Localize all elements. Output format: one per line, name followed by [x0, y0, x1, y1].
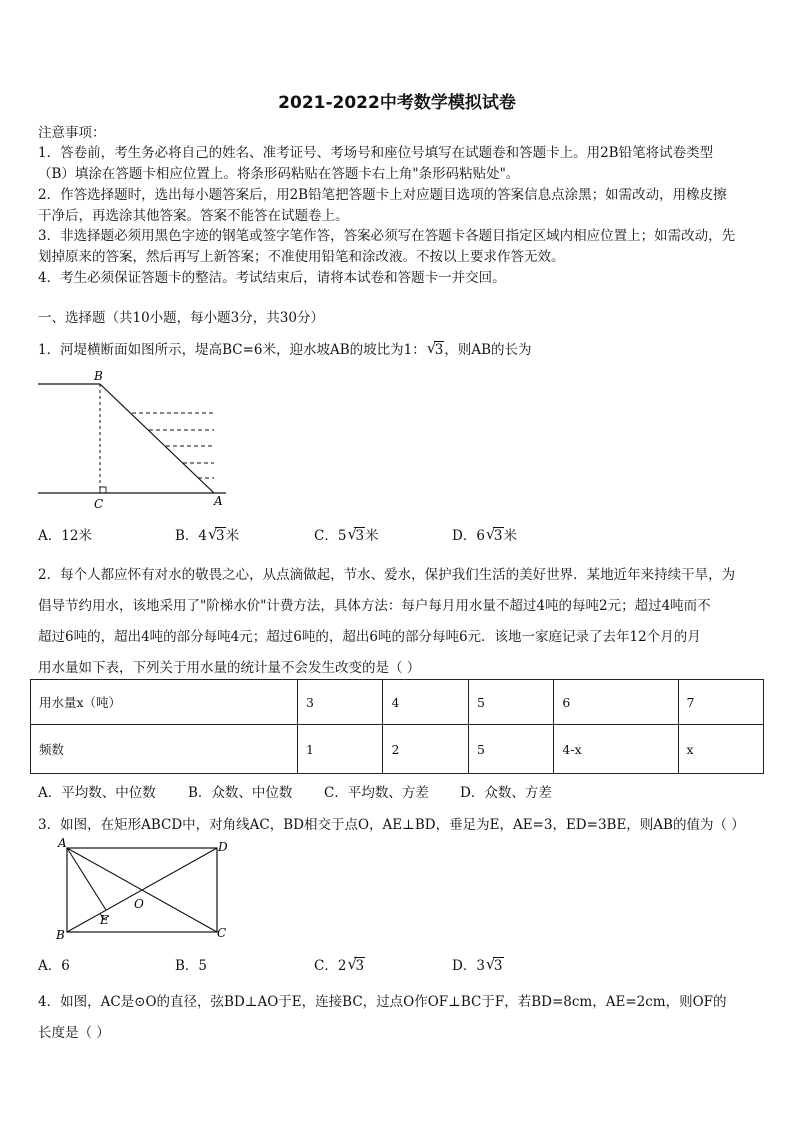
q4-stem-line: 4．如图，AC是⊙O的直径，弦BD⊥AO于E，连接BC，过点O作OF⊥BC于F，若BD=8cm，AE=2cm，则OF的	[38, 994, 727, 1010]
q2-stem-line: 超过6吨的，超出4吨的部分每吨4元；超过6吨的，超出6吨的部分每吨6元．该地一家庭记录了去年12个月的月	[38, 629, 701, 645]
notes-line: 干净后，再选涂其他答案。答案不能答在试题卷上。	[38, 208, 349, 224]
label-a: A	[58, 836, 67, 850]
sqrt-symbol: √ 3	[426, 339, 444, 358]
q1-stem: 1．河堤横断面如图所示，堤高BC=6米，迎水坡AB的坡比为1： √ 3，则AB的长为	[38, 339, 532, 358]
table-cell: 4-x	[554, 725, 678, 774]
notes-heading: 注意事项：	[38, 125, 106, 141]
notes-line: 3．非选择题必须用黑色字迹的钢笔或签字笔作答，答案必须写在答题卡各题目指定区域内相应位置上；如需改动，先	[38, 228, 736, 244]
table-row	[31, 680, 764, 725]
label-a: A	[214, 494, 223, 508]
label-c: C	[217, 926, 227, 940]
table-row	[31, 725, 764, 774]
table-cell: 2	[383, 725, 468, 774]
table-cell: x	[678, 725, 763, 774]
label-b: B	[94, 369, 103, 383]
table-cell: 用水量x（吨）	[31, 680, 298, 725]
q2-option-c[interactable]: C．平均数、方差	[324, 785, 429, 801]
label-o: O	[134, 897, 144, 911]
section-heading: 一、选择题（共10小题，每小题3分，共30分）	[38, 310, 324, 326]
table-cell: 4	[383, 680, 468, 725]
q2-option-b[interactable]: B．众数、中位数	[188, 785, 293, 801]
table-cell: 频数	[31, 725, 298, 774]
page-title: 2021-2022中考数学模拟试卷	[278, 93, 516, 113]
label-b: B	[56, 928, 65, 942]
q4-stem-line: 长度是（ ）	[38, 1025, 110, 1041]
label-c: C	[94, 497, 104, 511]
q3-option-a[interactable]: A．6	[38, 958, 70, 974]
q2-option-a[interactable]: A．平均数、中位数	[38, 785, 156, 801]
notes-line: 2．作答选择题时，选出每小题答案后，用2B铅笔把答题卡上对应题目选项的答案信息点涂黑；如需改动，用橡皮擦	[38, 187, 727, 203]
notes-line: 划掉原来的答案，然后再写上新答案；不准使用铅笔和涂改液。不按以上要求作答无效。	[38, 249, 565, 265]
table-cell: 5	[468, 680, 553, 725]
table-cell: 3	[298, 680, 383, 725]
notes-line: 4．考生必须保证答题卡的整洁。考试结束后，请将本试卷和答题卡一并交回。	[38, 270, 506, 286]
table-cell: 7	[678, 680, 763, 725]
table-cell: 6	[554, 680, 678, 725]
q1-option-b[interactable]: B．4 √ 3米	[175, 525, 240, 544]
q2-stem-line: 2．每个人都应怀有对水的敬畏之心，从点滴做起，节水、爱水，保护我们生活的美好世界．某地近年来持续干旱，为	[38, 567, 736, 583]
label-e: E	[100, 913, 109, 927]
table-cell: 5	[468, 725, 553, 774]
q3-stem: 3．如图，在矩形ABCD中，对角线AC，BD相交于点O，AE⊥BD，垂足为E，AE=3，ED=3BE，则AB的值为（ ）	[38, 817, 745, 833]
q1-option-c[interactable]: C．5 √ 3米	[314, 525, 379, 544]
table-cell: 1	[298, 725, 383, 774]
q3-option-b[interactable]: B．5	[175, 958, 208, 974]
q3-option-d[interactable]: D．3 √ 3	[452, 955, 503, 974]
water-usage-table	[30, 679, 764, 774]
notes-line: 1．答卷前，考生务必将自己的姓名、准考证号、考场号和座位号填写在试题卷和答题卡上。用2B铅笔将试卷类型	[38, 145, 714, 161]
q2-option-d[interactable]: D．众数、方差	[460, 785, 552, 801]
q2-stem-line: 用水量如下表，下列关于用水量的统计量不会发生改变的是（ ）	[38, 660, 421, 676]
notes-line: （B）填涂在答题卡相应位置上。将条形码粘贴在答题卡右上角"条形码粘贴处"。	[38, 166, 520, 182]
label-d: D	[218, 840, 228, 854]
q1-option-a[interactable]: A．12米	[38, 528, 92, 544]
q3-option-c[interactable]: C．2 √ 3	[314, 955, 365, 974]
q1-dike-figure	[36, 366, 236, 512]
q3-rectangle-figure	[52, 836, 238, 942]
q1-option-d[interactable]: D．6 √ 3米	[452, 525, 518, 544]
q2-stem-line: 倡导节约用水，该地采用了"阶梯水价"计费方法，具体方法：每户每月用水量不超过4吨的每吨2元；超过4吨而不	[38, 598, 711, 614]
